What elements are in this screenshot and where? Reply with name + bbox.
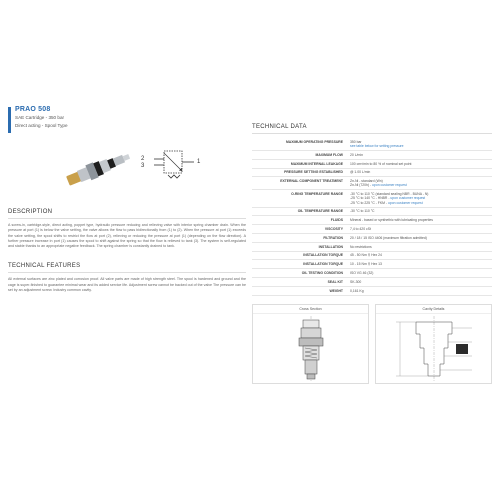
technical-title: TECHNICAL DATA (252, 124, 307, 130)
spec-label: INSTALLATION TORQUE (252, 251, 348, 260)
spec-label: VISCOSITY (252, 225, 348, 234)
spec-value (348, 277, 492, 286)
spec-label: EXTERNAL COMPONENT TREATMENT (252, 177, 348, 190)
right-column (252, 122, 492, 384)
spec-label: PRESSURE SETTING ESTABLISHED (252, 168, 348, 177)
divider (252, 133, 492, 134)
spec-value-text: 20 / 18 / 15 ISO 4406 (maximum filtration admitted) (350, 235, 427, 240)
features-text: All external surfaces are zinc plated and corrosion proof. All valve parts are made of high strength steel. The spool is hardened and ground and the cage is super-finished to guarantee minimal wear and its added service life. Adjustment screw cannot be backed out of the valve The pressure can be set by an adjustment screw. Industry common cavity. (8, 277, 246, 293)
spec-value-text: 0,161 Kg (350, 288, 364, 293)
cross-section-panel (252, 304, 369, 384)
spec-value-text: 20 L/min (350, 152, 364, 157)
spec-value (348, 216, 492, 225)
spec-value-line (350, 183, 490, 187)
product-title: PRAO 508 (15, 106, 51, 113)
spec-value-text: -30 °C to 110 °C (350, 209, 375, 214)
port-label-2: 2 (141, 156, 145, 162)
left-column (8, 106, 246, 293)
divider (8, 272, 246, 273)
spec-row (252, 225, 492, 234)
spec-value-text: -25 °C to 140 °C - HNBR - (350, 196, 391, 201)
spec-value-text: SK-300 (350, 279, 362, 284)
spec-note: upon customer request (372, 183, 407, 188)
port-label-3: 3 (141, 163, 145, 169)
cavity-details-caption: Cavity Details (376, 305, 491, 314)
spec-value-text: -30 °C to 110 °C (standard sealing NBR - BUNA - N) (350, 192, 429, 197)
spec-value (348, 190, 492, 207)
spec-value (348, 225, 492, 234)
cavity-details-drawing (376, 314, 492, 384)
spec-label: INSTALLATION (252, 242, 348, 251)
spec-value-line (350, 227, 490, 231)
spec-value (348, 286, 492, 295)
spec-label: SEAL KIT (252, 277, 348, 286)
spec-label: INSTALLATION TORQUE (252, 260, 348, 269)
spec-value-line (350, 289, 490, 293)
spec-value-text: 350 bar (350, 139, 362, 144)
spec-note: upon customer request (390, 196, 426, 201)
spec-value-text: 10 - 15 Nm ⚲ Hex 13 (350, 262, 382, 267)
spec-row (252, 242, 492, 251)
spec-value-line (350, 271, 490, 275)
spec-label: FLUIDS (252, 216, 348, 225)
spec-value (348, 233, 492, 242)
spec-row (252, 251, 492, 260)
spec-note: see table below for setting pressure (350, 144, 404, 148)
spec-label: MAXIMUM OPERATING PRESSURE (252, 138, 348, 151)
spec-label: OIL TESTING CONDITION (252, 269, 348, 278)
spec-value-text: No restrictions (350, 244, 372, 249)
spec-value-text: Mineral - based or synthethic with lubricating properties (350, 218, 433, 223)
spec-value (348, 260, 492, 269)
cavity-details-panel (375, 304, 492, 384)
spec-row (252, 177, 492, 190)
spec-row (252, 168, 492, 177)
spec-value-text: 7,4 to 420 cSt (350, 226, 371, 231)
spec-value-text: -25 °C to 225 °C - FKM - (350, 200, 388, 205)
drawings-row (252, 304, 492, 384)
spec-value-line (350, 170, 490, 174)
spec-value (348, 251, 492, 260)
description-text: A screw-in, cartridge-style, direct acting, poppet type, hydraulic pressure reducing and relieving valve with interior spring chamber drain. When the pressure at port (1) is below the valve setting, the valve allows the flow to pass bidirectionally from (1) to (2). When the pressure at port (1) exceeds the valve setting, the spool shifts to restrict the flow at port (2), relieving or reducing the pressure at port (1) (depending on the flow direction). A further pressure increase in port (1) causes the spool to shift against the spring so that the flow is relieved to tank (3). The system is self-regulated and stable thanks to an appropriate negative feedback. The spring chamber is constantly drained to tank. (8, 223, 246, 249)
product-subline-2: Direct acting - Spool Type (15, 123, 68, 128)
spec-value-line (350, 153, 490, 157)
spec-value-line (350, 245, 490, 249)
spec-note: upon customer request (387, 200, 423, 205)
spec-value (348, 269, 492, 278)
cross-section-caption: Cross Section (253, 305, 368, 314)
spec-row (252, 216, 492, 225)
spec-value (348, 207, 492, 216)
description-title: DESCRIPTION (8, 209, 53, 215)
product-subline-1: SAE Cartridge - 350 bar (15, 115, 65, 120)
technical-table (252, 138, 492, 296)
spec-value (348, 177, 492, 190)
spec-value-line (350, 218, 490, 222)
spec-row (252, 233, 492, 242)
product-visuals (8, 137, 246, 207)
spec-label: WEIGHT (252, 286, 348, 295)
spec-value-text: Zn-Ni (720h) - (350, 183, 373, 188)
product-heading (15, 106, 68, 129)
spec-row (252, 190, 492, 207)
spec-row (252, 159, 492, 168)
spec-row (252, 269, 492, 278)
features-title: TECHNICAL FEATURES (8, 263, 81, 270)
product-header (8, 106, 246, 133)
spec-value-text: ISO VG 46 (32) (350, 270, 374, 275)
divider (8, 218, 246, 219)
spec-row (252, 151, 492, 160)
spec-value (348, 159, 492, 168)
spec-value-text: @ 1.00 L/min (350, 170, 371, 175)
spec-value-line (350, 209, 490, 213)
spec-value (348, 242, 492, 251)
spec-value-line (350, 236, 490, 240)
spec-label: MAXIMUM INTERNAL LEAKAGE (252, 159, 348, 168)
spec-value-text: 45 - 50 Nm ⚲ Hex 24 (350, 253, 382, 258)
hydraulic-symbol (138, 141, 228, 191)
spec-value (348, 151, 492, 160)
spec-label: MAXIMUM FLOW (252, 151, 348, 160)
spec-value (348, 168, 492, 177)
cartridge-image (58, 137, 138, 203)
cross-section-drawing (253, 314, 369, 384)
accent-bar (8, 107, 11, 133)
spec-row (252, 207, 492, 216)
spec-value-line (350, 162, 490, 166)
spec-label: FILTRATION (252, 233, 348, 242)
spec-row (252, 138, 492, 151)
spec-value-line (350, 280, 490, 284)
spec-value-text: 100 cm³/min to 80 % of nominal set point (350, 161, 412, 166)
spec-value-line (350, 253, 490, 257)
spec-value-text: Zn-Ni - standard (Wn) (350, 179, 383, 184)
spec-value-line (350, 201, 490, 205)
spec-label: O-RING TEMPERATURE RANGE (252, 190, 348, 207)
spec-row (252, 286, 492, 295)
spec-value (348, 138, 492, 151)
spec-row (252, 277, 492, 286)
port-label-1: 1 (197, 159, 201, 165)
spec-value-line (350, 262, 490, 266)
spec-label: OIL TEMPERATURE RANGE (252, 207, 348, 216)
spec-row (252, 260, 492, 269)
